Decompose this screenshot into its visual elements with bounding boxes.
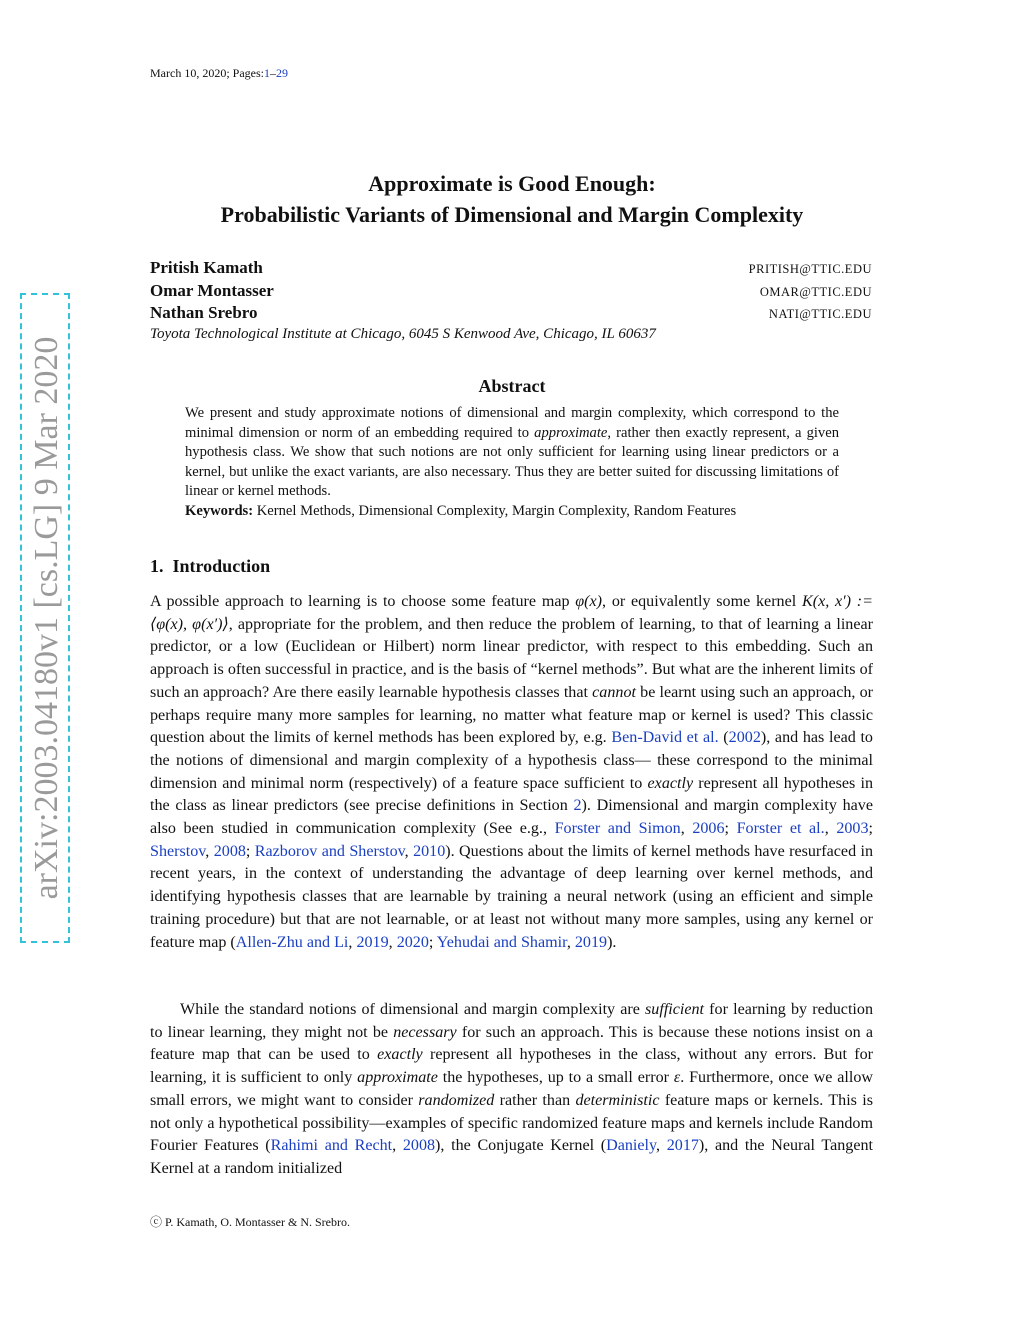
author-email-1: PRITISH@TTIC.EDU bbox=[748, 262, 872, 276]
title-line-1: Approximate is Good Enough: bbox=[368, 171, 656, 196]
p2-emphasis: randomized bbox=[418, 1091, 495, 1109]
author-name-3: Nathan Srebro bbox=[150, 303, 258, 322]
paragraph-2 bbox=[150, 999, 873, 1181]
author-name-1: Pritish Kamath bbox=[150, 258, 263, 277]
copyright-icon: ⓒ bbox=[150, 1215, 163, 1229]
p2-emphasis: deterministic bbox=[575, 1091, 660, 1109]
abstract-text-2: , rather then exactly represent, a given hypothesis class. We show that such notions are not only sufficient for learning using linear predictors or a kernel, but unlike the exact variants, are also necessary. Thus they are better suited for discussing limitations of linear or kernel methods. bbox=[185, 424, 839, 500]
citation-link[interactable]: Yehudai and Shamir bbox=[436, 933, 567, 951]
math-kernel-def: K(x, x′) := ⟨φ(x), φ(x′)⟩ bbox=[150, 593, 873, 633]
abstract-emphasis: approximate bbox=[534, 424, 608, 441]
p2-text: , bbox=[392, 1137, 403, 1155]
title-line-2: Probabilistic Variants of Dimensional and Margin Complexity bbox=[220, 202, 804, 227]
p1-text: , bbox=[205, 842, 214, 860]
abstract-body bbox=[185, 404, 839, 522]
p2-emphasis: approximate bbox=[357, 1069, 438, 1087]
p1-text: , appropriate for the problem, and then reduce the problem of learning, to that of learning a linear predictor, or a low (Euclidean or Hilbert) norm linear predictor, with respect to this embedding. Such an approach is often successful in practice, and is the basis of “kernel methods”. But what are the inherent limits of such an approach? Are there easily learnable hypothesis classes that bbox=[150, 615, 874, 701]
p1-emphasis: exactly bbox=[647, 774, 694, 792]
citation-link[interactable]: Allen-Zhu and Li bbox=[235, 933, 349, 951]
citation-link[interactable]: Sherstov bbox=[150, 842, 206, 860]
citation-year-link[interactable]: 2010 bbox=[413, 842, 446, 860]
p2-text: While the standard notions of dimensional and margin complexity are bbox=[180, 1001, 646, 1018]
p1-text: ). Questions about the limits of kernel methods have resurfaced in recent years, in the context of understanding the advantage of deep learning over kernel methods, and identifying hypothesis classes that are learnable by training a neural network (using an efficient and simple training procedure) but that are not learnable, or at least not without many more samples, using any kernel or feature map ( bbox=[150, 842, 874, 951]
math-epsilon: ε bbox=[673, 1069, 681, 1087]
p2-text: for such an approach. This is because these notions insist on a feature map that can be used to bbox=[150, 1023, 873, 1064]
citation-year-link[interactable]: 2002 bbox=[728, 729, 761, 747]
citation-link[interactable]: Daniely bbox=[606, 1137, 657, 1155]
p2-emphasis: exactly bbox=[377, 1046, 423, 1064]
p1-text: ). Dimensional and margin complexity have also been studied in communication complexity (See e.g., bbox=[150, 797, 873, 838]
header-dash: – bbox=[269, 66, 276, 80]
citation-year-link[interactable]: 2019 bbox=[356, 933, 389, 951]
section-number: 1. bbox=[150, 556, 164, 576]
p1-text: A possible approach to learning is to choose some feature map bbox=[150, 593, 576, 610]
p1-text: ; bbox=[868, 820, 873, 838]
copyright-footer bbox=[150, 1213, 350, 1230]
p1-text: , bbox=[680, 820, 693, 838]
author-email-3: NATI@TTIC.EDU bbox=[768, 307, 872, 321]
citation-link[interactable]: Forster and Simon bbox=[554, 820, 681, 838]
p1-emphasis: cannot bbox=[592, 683, 636, 701]
keywords-label: Keywords: bbox=[185, 502, 254, 519]
p1-text: represent all hypotheses in the class as linear predictors (see precise definitions in Section bbox=[150, 774, 873, 815]
citation-link[interactable]: Ben-David et al. bbox=[611, 729, 719, 747]
citation-year-link[interactable]: 2020 bbox=[396, 933, 429, 951]
p2-emphasis: sufficient bbox=[645, 1001, 705, 1018]
p2-emphasis: necessary bbox=[393, 1023, 457, 1041]
footer-authors: P. Kamath, O. Montasser & N. Srebro. bbox=[162, 1215, 350, 1229]
affiliation: Toyota Technological Institute at Chicago, 6045 S Kenwood Ave, Chicago, IL 60637 bbox=[150, 326, 656, 342]
citation-link[interactable]: Razborov and Sherstov bbox=[254, 842, 405, 860]
p2-text: . Furthermore, once we allow small errors, we might want to consider bbox=[150, 1069, 874, 1109]
citation-link[interactable]: Rahimi and Recht bbox=[270, 1137, 393, 1155]
p2-text: , bbox=[656, 1137, 667, 1155]
citation-year-link[interactable]: 2008 bbox=[213, 842, 246, 860]
p1-text: , bbox=[404, 842, 414, 860]
p1-text: ; bbox=[245, 842, 255, 860]
p1-text: ), and has lead to the notions of dimensional and margin complexity of a hypothesis class— these correspond to the minimal dimension and minimal norm (respectively) of a feature space sufficient to bbox=[150, 729, 873, 792]
citation-year-link[interactable]: 2017 bbox=[666, 1137, 699, 1155]
section-reference-link[interactable]: 2 bbox=[573, 797, 582, 815]
p1-text: , bbox=[824, 820, 837, 838]
citation-year-link[interactable]: 2003 bbox=[836, 820, 869, 838]
paragraph-1 bbox=[150, 591, 873, 954]
p1-text: ). bbox=[607, 933, 617, 951]
p2-text: for learning by reduction to linear learning, they might not be bbox=[150, 1001, 873, 1041]
citation-year-link[interactable]: 2006 bbox=[692, 820, 725, 838]
p2-text: ), and the Neural Tangent Kernel at a random initialized bbox=[150, 1137, 874, 1177]
p1-text: be learnt using such an approach, or perhaps require many more samples for learning, no matter what feature map or kernel is used? This classic question about the limits of kernel methods has been explored by, e.g. bbox=[150, 683, 873, 747]
p1-text: ( bbox=[718, 729, 729, 747]
p1-text: , or equivalently some kernel bbox=[602, 593, 802, 610]
citation-year-link[interactable]: 2019 bbox=[574, 933, 608, 951]
paper-title bbox=[0, 168, 1024, 230]
p2-text: ), the Conjugate Kernel ( bbox=[435, 1137, 607, 1155]
keywords-list: Kernel Methods, Dimensional Complexity, Margin Complexity, Random Features bbox=[253, 502, 737, 519]
header-first-page-link[interactable]: 1 bbox=[263, 66, 270, 80]
header-date-pages: March 10, 2020; Pages: bbox=[150, 66, 264, 80]
abstract-text-1: We present and study approximate notions of dimensional and margin complexity, which correspond to the minimal dimension or norm of an embedding required to bbox=[185, 405, 839, 441]
author-name-2: Omar Montasser bbox=[150, 281, 274, 300]
section-title: Introduction bbox=[172, 556, 271, 576]
p1-text: , bbox=[348, 933, 357, 951]
p1-text: ; bbox=[724, 820, 737, 838]
author-email-2: OMAR@TTIC.EDU bbox=[759, 285, 872, 299]
section-heading bbox=[150, 556, 270, 577]
citation-year-link[interactable]: 2008 bbox=[402, 1137, 436, 1155]
p1-text: ; bbox=[428, 933, 437, 951]
citation-link[interactable]: Forster et al. bbox=[736, 820, 825, 838]
p1-text: , bbox=[566, 933, 575, 951]
p2-text: rather than bbox=[494, 1091, 576, 1109]
p2-text: the hypotheses, up to a small error bbox=[437, 1069, 674, 1087]
header-last-page-link[interactable]: 29 bbox=[275, 66, 288, 80]
running-header bbox=[150, 66, 288, 81]
abstract-heading: Abstract bbox=[478, 376, 546, 396]
math-phi-x: φ(x) bbox=[575, 593, 603, 610]
p1-text: , bbox=[388, 933, 397, 951]
arxiv-watermark-link[interactable]: arXiv:2003.04180v1 [cs.LG] 9 Mar 2020 bbox=[20, 293, 70, 943]
p2-text: represent all hypotheses in the class, without any errors. But for learning, it is sufficient to only bbox=[150, 1046, 873, 1087]
p2-text: feature maps or kernels. This is not only a hypothetical possibility—examples of specific randomized feature maps and kernels include Random Fourier Features ( bbox=[150, 1091, 873, 1155]
